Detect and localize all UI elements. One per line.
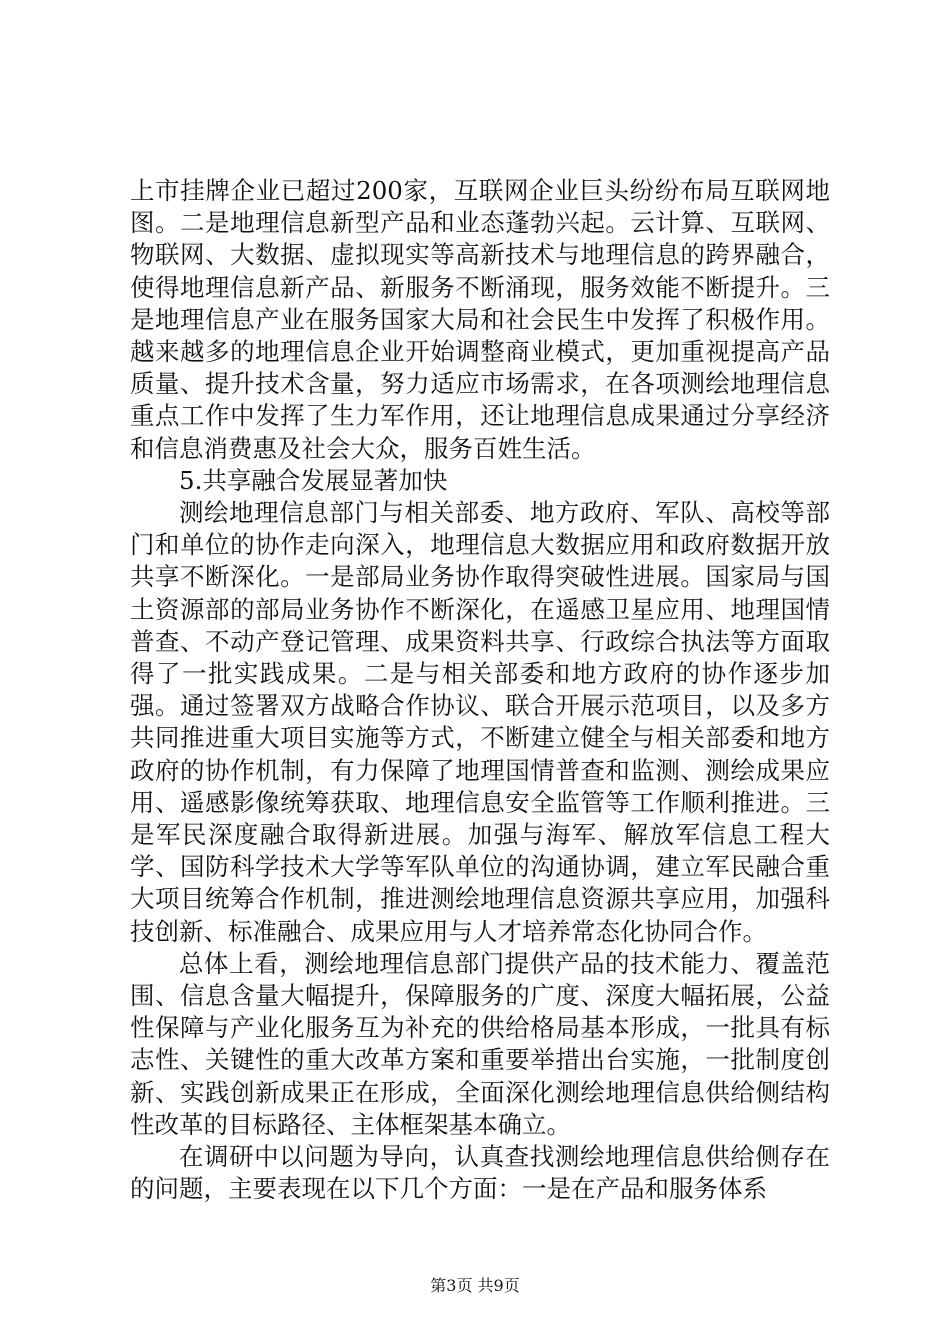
- paragraph-1: 上市挂牌企业已超过200家，互联网企业巨头纷纷布局互联网地图。二是地理信息新型产品和业态蓬勃兴起。云计算、互联网、物联网、大数据、虚拟现实等高新技术与地理信息的跨界融合，使得地理信息新产品、新服务不断涌现，服务效能不断提升。三是地理信息产业在服务国家大局和社会民生中发挥了积极作用。越来越多的地理信息企业开始调整商业模式，更加重视提高产品质量、提升技术含量，努力适应市场需求，在各项测绘地理信息重点工作中发挥了生力军作用，还让地理信息成果通过分享经济和信息消费惠及社会大众，服务百姓生活。: [130, 176, 830, 463]
- paragraph-4: 在调研中以问题为导向，认真查找测绘地理信息供给侧存在的问题，主要表现在以下几个方面：一是在产品和服务体系: [130, 1142, 830, 1204]
- paragraph-2: 测绘地理信息部门与相关部委、地方政府、军队、高校等部门和单位的协作走向深入，地理信息大数据应用和政府数据开放共享不断深化。一是部局业务协作取得突破性进展。国家局与国土资源部的部局业务协作不断深化，在遥感卫星应用、地理国情普查、不动产登记管理、成果资料共享、行政综合执法等方面取得了一批实践成果。二是与相关部委和地方政府的协作逐步加强。通过签署双方战略合作协议、联合开展示范项目，以及多方共同推进重大项目实施等方式，不断建立健全与相关部委和地方政府的协作机制，有力保障了地理国情普查和监测、测绘成果应用、遥感影像统筹获取、地理信息安全监管等工作顺利推进。三是军民深度融合取得新进展。加强与海军、解放军信息工程大学、国防科学技术大学等军队单位的沟通协调，建立军民融合重大项目统筹合作机制，推进测绘地理信息资源共享应用，加强科技创新、标准融合、成果应用与人才培养常态化协同合作。: [130, 498, 830, 946]
- document-body: [130, 175, 830, 1206]
- section-heading: 5.共享融合发展显著加快: [179, 465, 448, 495]
- page-number-footer: 第3页 共9页: [430, 1276, 520, 1295]
- paragraph-3: 总体上看，测绘地理信息部门提供产品的技术能力、覆盖范围、信息含量大幅提升，保障服务的广度、深度大幅拓展，公益性保障与产业化服务互为补充的供给格局基本形成，一批具有标志性、关键性的重大改革方案和重要举措出台实施，一批制度创新、实践创新成果正在形成，全面深化测绘地理信息供给侧结构性改革的目标路径、主体框架基本确立。: [130, 948, 830, 1139]
